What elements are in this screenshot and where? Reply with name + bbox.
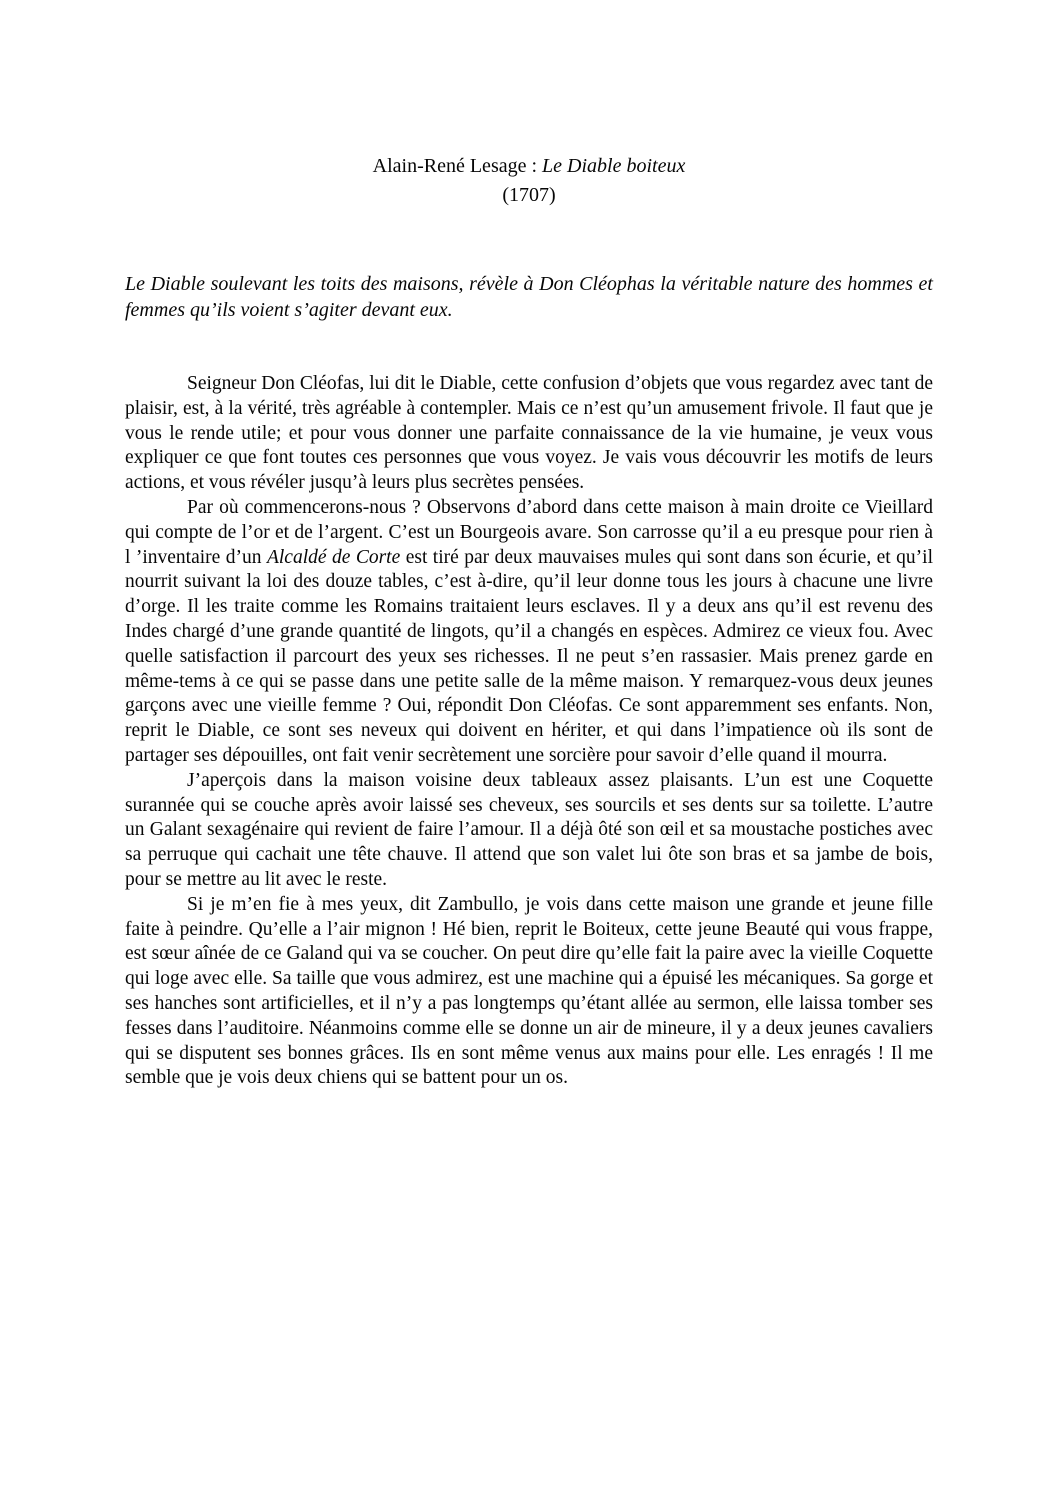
paragraph — [125, 372, 933, 496]
title-year: (1707) — [502, 184, 556, 206]
text-run: Par où commencerons-nous ? Observons d’abord dans cette maison à main droite ce Vieillard qui compte de l’or et de l’argent. C’est un Bourgeois avare. Son carrosse qu’il a eu presque pour rien à l ’inventaire d’un — [125, 496, 933, 568]
paragraph — [125, 893, 933, 1091]
text-run: Si je m’en fie à mes yeux, dit Zambullo, je vois dans cette maison une grande et jeune fille faite à peindre. Qu’elle a l’air mignon ! Hé bien, reprit le Boiteux, cette jeune Beauté qui vous frappe, est sœur aînée de ce Galand qui va se coucher. On peut dire qu’elle fait la paire avec la vieille Coquette qui loge avec elle. Sa taille que vous admirez, est une machine qui a épuisé les mécaniques. Sa gorge et ses hanches sont artificielles, et il n’y a pas longtemps qu’étant allée au sermon, elle laissa tomber ses fesses dans l’auditoire. Néanmoins comme elle se donne un air de mineure, il y a deux jeunes cavaliers qui se disputent ses bonnes grâces. Ils en sont même venus aux mains pour elle. Les enragés ! Il me semble que je vois deux chiens qui se battent pour un os. — [125, 893, 933, 1089]
paragraph — [125, 769, 933, 893]
epigraph: Le Diable soulevant les toits des maisons, révèle à Don Cléophas la véritable nature des hommes et femmes qu’ils voient s’agiter devant eux. — [125, 273, 933, 321]
paragraph — [125, 496, 933, 769]
text-run: est tiré par deux mauvaises mules qui sont dans son écurie, et qu’il nourrit suivant la loi des douze tables, c’est à-dire, qu’il leur donne tous les jours à chacune une livre d’orge. Il les traite comme les Romains traitaient leurs esclaves. Il y a deux ans qu’il est revenu des Indes chargé d’une grande quantité de lingots, qu’il a changés en espèces. Admirez ce vieux fou. Avec quelle satisfaction il parcourt des yeux ses richesses. Il ne peut s’en rassasier. Mais prenez garde en même-tems à ce qui se passe dans une petite salle de la même maison. Y remarquez-vous deux jeunes garçons avec une vieille femme ? Oui, répondit Don Cléofas. Ce sont apparemment ses enfants. Non, reprit le Diable, ce sont ses neveux qui doivent en hériter, et qui dans l’impatience où ils sont de partager ses dépouilles, ont fait venir secrètement une sorcière pour savoir d’elle quand il mourra. — [125, 546, 933, 766]
title-work: Le Diable boiteux — [542, 155, 686, 177]
title-line — [125, 152, 933, 181]
document-title — [125, 152, 933, 210]
body-text — [125, 372, 933, 1091]
text-run: Seigneur Don Cléofas, lui dit le Diable, cette confusion d’objets que vous regardez avec tant de plaisir, est, à la vérité, très agréable à contempler. Mais ce n’est qu’un amusement frivole. Il faut que je vous le rende utile; et pour vous donner une parfaite connaissance de la vie humaine, je veux vous expliquer ce que font toutes ces personnes que vous voyez. Je vais vous découvrir les motifs de leurs actions, et vous révéler jusqu’à leurs plus secrètes pensées. — [125, 373, 933, 494]
text-run: J’aperçois dans la maison voisine deux tableaux assez plaisants. L’un est une Coquette surannée qui se couche après avoir laissé ses cheveux, ses sourcils et ses dents sur sa toilette. L’autre un Galant sexagénaire qui revient de faire l’amour. Il a déjà ôté son œil et sa moustache postiches avec sa perruque qui cachait une tête chauve. Il attend que son valet lui ôte son bras et sa jambe de bois, pour se mettre au lit avec le reste. — [125, 769, 933, 890]
title-author: Alain-René Lesage : — [372, 155, 543, 177]
italic-text-run: Alcaldé de Corte — [266, 546, 401, 568]
